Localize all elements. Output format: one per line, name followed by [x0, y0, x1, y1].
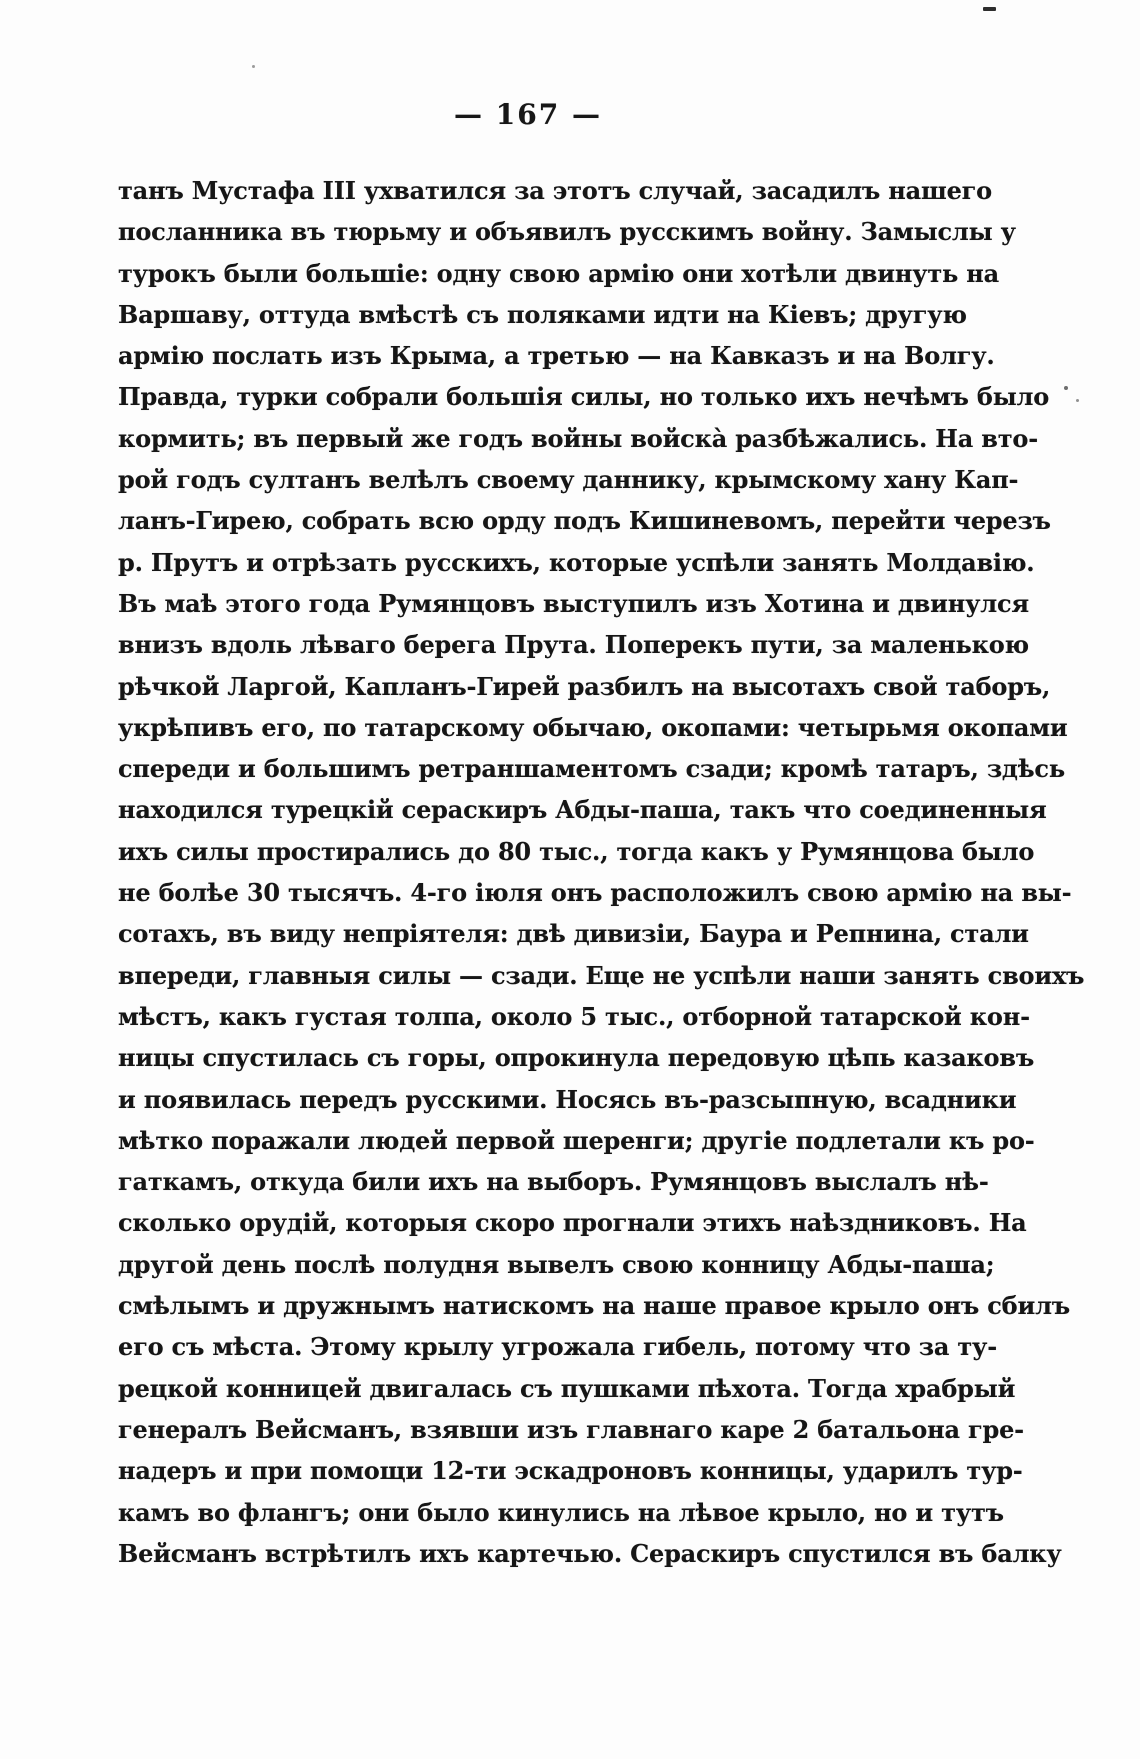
text-line: ихъ силы простирались до 80 тыс., тогда какъ у Румянцова было — [118, 836, 1035, 866]
text-line: армію послать изъ Крыма, а третью — на Кавказъ и на Волгу. — [118, 341, 995, 371]
page-text — [118, 170, 1085, 1574]
text-line: смѣлымъ и дружнымъ натискомъ на наше правое крыло онъ сбилъ — [118, 1291, 1071, 1321]
text-line: Въ маѣ этого года Румянцовъ выступилъ изъ Хотина и двинулся — [118, 588, 1029, 618]
text-line: не болѣе 30 тысячъ. 4-го іюля онъ расположилъ свою армію на вы- — [118, 878, 1072, 908]
text-line: Варшаву, оттуда вмѣстѣ съ поляками идти на Кіевъ; другую — [118, 299, 967, 329]
text-line: ницы спустилась съ горы, опрокинула передовую цѣпь казаковъ — [118, 1043, 1035, 1073]
text-line: посланника въ тюрьму и объявилъ русскимъ войну. Замыслы у — [118, 217, 1016, 247]
text-line: надеръ и при помощи 12-ти эскадроновъ конницы, ударилъ тур- — [118, 1456, 1023, 1486]
text-line: и появилась передъ русскими. Носясь въ-разсыпную, всадники — [118, 1084, 1017, 1114]
scan-speck — [252, 65, 255, 68]
text-line: гаткамъ, откуда били ихъ на выборъ. Румянцовъ выслалъ нѣ- — [118, 1167, 989, 1197]
text-line: мѣстъ, какъ густая толпа, около 5 тыс., отборной татарской кон- — [118, 1001, 1030, 1031]
text-line: ланъ-Гирею, собрать всю орду подъ Кишиневомъ, перейти черезъ — [118, 506, 1051, 536]
text-line: танъ Мустафа III ухватился за этотъ случай, засадилъ нашего — [118, 176, 992, 205]
text-line: его съ мѣста. Этому крылу угрожала гибель, потому что за ту- — [118, 1332, 997, 1362]
text-line: внизъ вдоль лѣваго берега Прута. Поперекъ пути, за маленькою — [118, 630, 1029, 660]
text-line: камъ во флангъ; они было кинулись на лѣвое крыло, но и тутъ — [118, 1497, 1004, 1527]
page-number: — 167 — — [454, 98, 602, 131]
text-line: рецкой конницей двигалась съ пушками пѣхота. Тогда храбрый — [118, 1373, 1016, 1403]
text-line: другой день послѣ полудня вывелъ свою конницу Абды-паша; — [118, 1249, 995, 1279]
text-line: спереди и большимъ ретраншаментомъ сзади; кромѣ татаръ, здѣсь — [118, 754, 1065, 784]
text-line: сотахъ, въ виду непріятеля: двѣ дивизіи, Баура и Репнина, стали — [118, 919, 1029, 949]
text-line: рой годъ султанъ велѣлъ своему даннику, крымскому хану Кап- — [118, 465, 1019, 495]
text-line: рѣчкой Ларгой, Капланъ-Гирей разбилъ на высотахъ свой таборъ, — [118, 671, 1051, 701]
text-line: находился турецкій сераскиръ Абды-паша, такъ что соединенныя — [118, 795, 1047, 825]
text-line: впереди, главныя силы — сзади. Еще не успѣли наши занять своихъ — [118, 960, 1085, 990]
text-line: кормить; въ первый же годъ войны войска̀ разбѣжались. На вто- — [118, 423, 1038, 453]
text-line: Вейсманъ встрѣтилъ ихъ картечью. Сераскиръ спустился въ балку — [118, 1538, 1062, 1568]
text-line: Правда, турки собрали большія силы, но только ихъ нечѣмъ было — [118, 382, 1050, 412]
text-line: р. Прутъ и отрѣзать русскихъ, которые успѣли занять Молдавію. — [118, 547, 1035, 577]
scan-speck — [1064, 386, 1068, 390]
text-line: укрѣпивъ его, по татарскому обычаю, окопами: четырьмя окопами — [118, 712, 1068, 742]
text-line: генералъ Вейсманъ, взявши изъ главнаго каре 2 батальона гре- — [118, 1414, 1024, 1444]
text-line: мѣтко поражали людей первой шеренги; другіе подлетали къ ро- — [118, 1125, 1035, 1155]
scan-speck — [1076, 399, 1079, 402]
scan-speck — [983, 7, 996, 11]
text-line: сколько орудій, которыя скоро прогнали этихъ наѣздниковъ. На — [118, 1208, 1027, 1238]
text-line: турокъ были большіе: одну свою армію они хотѣли двинуть на — [118, 258, 1000, 288]
